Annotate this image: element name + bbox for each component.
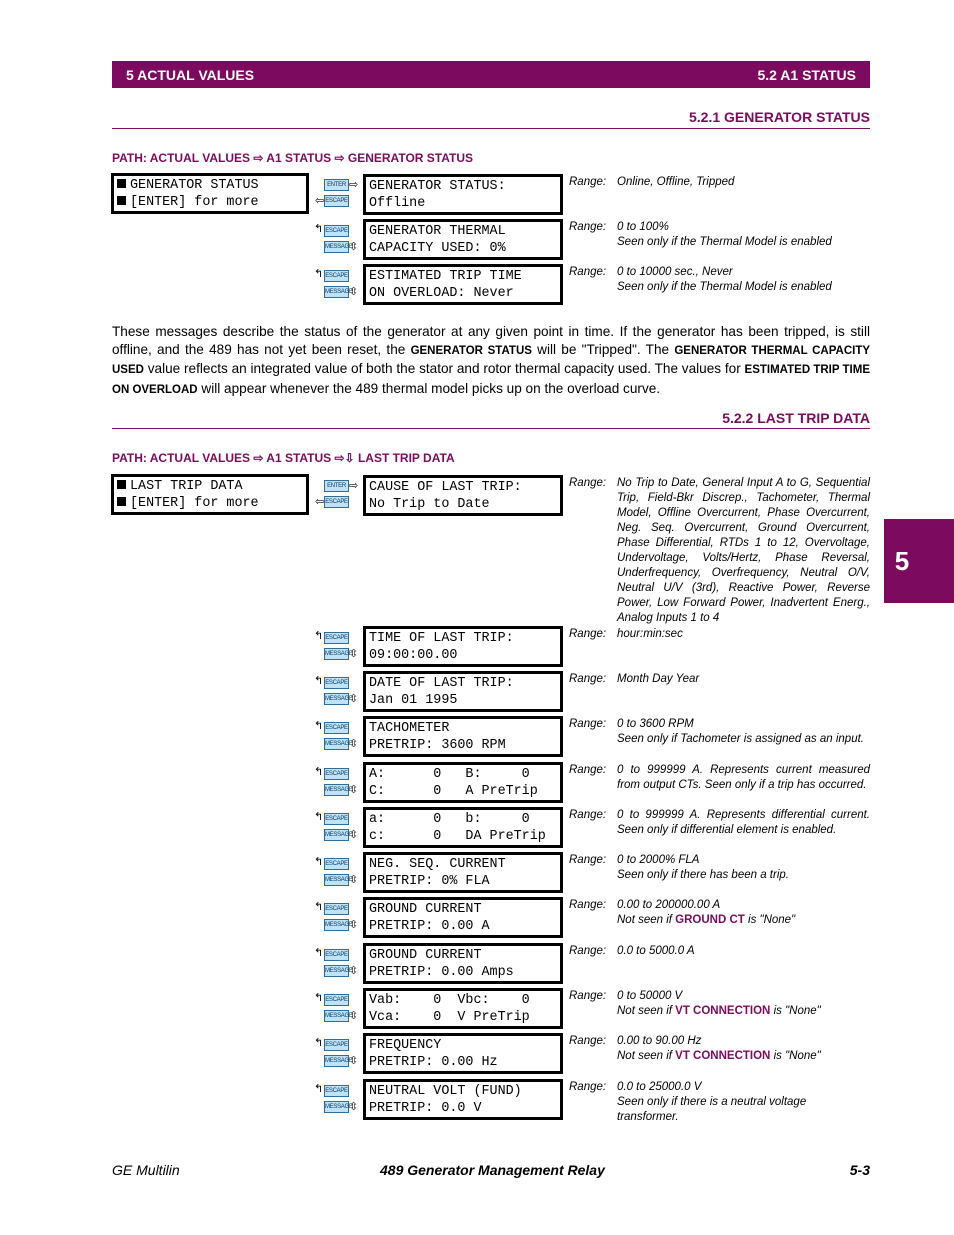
arrow-return-icon: ↰ <box>314 675 324 687</box>
range-label: Range: <box>569 221 607 233</box>
message-key-icon: MESSAGE <box>324 1055 349 1067</box>
range-label: Range: <box>569 809 607 821</box>
menu-path: PATH: ACTUAL VALUES ⇨ A1 STATUS ⇨⇩ LAST TRIP DATA <box>112 451 455 465</box>
range-note: Seen only if the Thermal Model is enabled <box>617 236 832 248</box>
bullet-square <box>117 497 126 506</box>
setting-reference: GROUND CT <box>675 914 745 926</box>
enter-key-icon: ENTER <box>324 480 349 492</box>
arrow-return-icon: ↰ <box>314 811 324 823</box>
escape-key-icon: ESCAPE <box>324 1085 349 1097</box>
lcd-line-2: CAPACITY USED: 0% <box>369 241 506 256</box>
lcd-display <box>363 897 563 938</box>
lcd-display <box>363 219 563 260</box>
range-label: Range: <box>569 718 607 730</box>
range-label: Range: <box>569 899 607 911</box>
range-label: Range: <box>569 477 607 489</box>
section-title-generator-status: 5.2.1 GENERATOR STATUS <box>689 109 870 125</box>
footer-page-number: 5-3 <box>849 1162 870 1178</box>
range-values: 0 to 50000 V <box>617 990 683 1002</box>
escape-key-icon: ESCAPE <box>324 994 349 1006</box>
chapter-header-bar <box>112 61 870 88</box>
arrow-up-down-icon: ⇳ <box>349 829 359 841</box>
arrow-return-icon: ↰ <box>314 630 324 642</box>
range-text <box>617 1080 870 1125</box>
range-text <box>617 265 870 295</box>
arrow-return-icon: ↰ <box>314 992 324 1004</box>
range-text <box>617 898 870 928</box>
message-key-icon: MESSAGE <box>324 648 349 660</box>
escape-key-icon: ESCAPE <box>324 949 349 961</box>
lcd-line-2: PRETRIP: 3600 RPM <box>369 738 506 753</box>
range-label: Range: <box>569 266 607 278</box>
escape-key-icon: ESCAPE <box>324 903 349 915</box>
range-text <box>617 808 870 838</box>
message-key-icon: MESSAGE <box>324 829 349 841</box>
lcd-line-1: TACHOMETER <box>369 721 450 736</box>
lcd-display <box>363 1033 563 1074</box>
message-key-icon: MESSAGE <box>324 784 349 796</box>
range-note: Seen only if the Thermal Model is enabled <box>617 281 832 293</box>
arrow-up-down-icon: ⇳ <box>349 784 359 796</box>
range-text <box>617 944 870 959</box>
range-text <box>617 1034 870 1064</box>
range-values: hour:min:sec <box>617 628 683 640</box>
lcd-display <box>363 475 563 516</box>
arrow-up-down-icon: ⇳ <box>349 693 359 705</box>
lcd-line-1: A: 0 B: 0 <box>369 767 530 782</box>
range-values: 0 to 10000 sec., Never <box>617 266 733 278</box>
arrow-up-down-icon: ⇳ <box>349 965 359 977</box>
arrow-return-icon: ↰ <box>314 1083 324 1095</box>
lcd-line-1: DATE OF LAST TRIP: <box>369 676 514 691</box>
lcd-line-1: Vab: 0 Vbc: 0 <box>369 993 530 1008</box>
arrow-up-down-icon: ⇳ <box>349 241 359 253</box>
range-label: Range: <box>569 176 607 188</box>
lcd-line-2: C: 0 A PreTrip <box>369 784 538 799</box>
lcd-line-2: PRETRIP: 0.00 A <box>369 919 490 934</box>
range-note: Not seen if VT CONNECTION is "None" <box>617 1005 821 1017</box>
range-values: 0 to 999999 A. Represents differential current. Seen only if differential element is enabled. <box>617 809 870 836</box>
range-label: Range: <box>569 1035 607 1047</box>
setting-reference: VT CONNECTION <box>675 1005 771 1017</box>
lcd-display <box>363 174 563 215</box>
escape-key-icon: ESCAPE <box>324 1039 349 1051</box>
lcd-line-2: PRETRIP: 0.0 V <box>369 1101 482 1116</box>
lcd-display <box>363 671 563 712</box>
lcd-line-2: No Trip to Date <box>369 497 490 512</box>
escape-key-icon: ESCAPE <box>324 195 349 207</box>
message-key-icon: MESSAGE <box>324 919 349 931</box>
arrow-return-icon: ↰ <box>314 268 324 280</box>
lcd-line-2: Jan 01 1995 <box>369 693 458 708</box>
lcd-line-1: GENERATOR STATUS: <box>369 179 506 194</box>
range-label: Range: <box>569 628 607 640</box>
lcd-line-1: TIME OF LAST TRIP: <box>369 631 514 646</box>
range-values: 0 to 2000% FLA <box>617 854 700 866</box>
escape-key-icon: ESCAPE <box>324 632 349 644</box>
escape-key-icon: ESCAPE <box>324 858 349 870</box>
lcd-line-1: GROUND CURRENT <box>369 902 482 917</box>
range-text <box>617 627 870 642</box>
lcd-line-1: FREQUENCY <box>369 1038 442 1053</box>
message-key-icon: MESSAGE <box>324 1010 349 1022</box>
range-values: 0.00 to 200000.00 A <box>617 899 721 911</box>
lcd-line-2: PRETRIP: 0.00 Amps <box>369 965 514 980</box>
range-label: Range: <box>569 1081 607 1093</box>
range-values: 0.0 to 5000.0 A <box>617 945 695 957</box>
escape-key-icon: ESCAPE <box>324 270 349 282</box>
range-values: Month Day Year <box>617 673 700 685</box>
message-key-icon: MESSAGE <box>324 874 349 886</box>
range-text <box>617 763 870 793</box>
range-note: Seen only if there is a neutral voltage transformer. <box>617 1096 807 1123</box>
arrow-up-down-icon: ⇳ <box>349 738 359 750</box>
arrow-return-icon: ↰ <box>314 223 324 235</box>
lcd-line-2: PRETRIP: 0.00 Hz <box>369 1055 498 1070</box>
arrow-left-icon: ⇦ <box>315 496 325 508</box>
range-values: 0.00 to 90.00 Hz <box>617 1035 702 1047</box>
message-key-icon: MESSAGE <box>324 286 349 298</box>
range-values: 0.0 to 25000.0 V <box>617 1081 702 1093</box>
range-text <box>617 853 870 883</box>
range-note: Seen only if Tachometer is assigned as an input. <box>617 733 864 745</box>
lcd-display <box>363 807 563 848</box>
arrow-return-icon: ↰ <box>314 947 324 959</box>
arrow-right-icon: ⇨ <box>349 480 359 492</box>
arrow-return-icon: ↰ <box>314 901 324 913</box>
bullet-square <box>117 179 126 188</box>
lcd-main-last-trip-data: LAST TRIP DATA [ENTER] for more <box>111 474 309 515</box>
arrow-up-down-icon: ⇳ <box>349 1055 359 1067</box>
arrow-up-down-icon: ⇳ <box>349 1010 359 1022</box>
lcd-display <box>363 716 563 757</box>
footer-product: 489 Generator Management Relay <box>380 1162 605 1178</box>
header-chapter-title: 5 ACTUAL VALUES <box>126 66 255 83</box>
escape-key-icon: ESCAPE <box>324 225 349 237</box>
range-values: 0 to 3600 RPM <box>617 718 694 730</box>
section-title-last-trip-data: 5.2.2 LAST TRIP DATA <box>722 410 870 426</box>
message-key-icon: MESSAGE <box>324 738 349 750</box>
lcd-line-2: ON OVERLOAD: Never <box>369 286 514 301</box>
arrow-up-down-icon: ⇳ <box>349 874 359 886</box>
message-key-icon: MESSAGE <box>324 693 349 705</box>
range-text <box>617 717 870 747</box>
range-label: Range: <box>569 673 607 685</box>
arrow-up-down-icon: ⇳ <box>349 648 359 660</box>
footer-company: GE Multilin <box>112 1162 180 1178</box>
lcd-display <box>363 852 563 893</box>
arrow-up-down-icon: ⇳ <box>349 286 359 298</box>
arrow-return-icon: ↰ <box>314 856 324 868</box>
menu-path: PATH: ACTUAL VALUES ⇨ A1 STATUS ⇨ GENERATOR STATUS <box>112 151 474 165</box>
lcd-line-1: a: 0 b: 0 <box>369 812 530 827</box>
range-text <box>617 220 870 250</box>
arrow-return-icon: ↰ <box>314 1037 324 1049</box>
arrow-up-down-icon: ⇳ <box>349 919 359 931</box>
message-key-icon: MESSAGE <box>324 241 349 253</box>
message-key-icon: MESSAGE <box>324 1101 349 1113</box>
range-note: Seen only if there has been a trip. <box>617 869 789 881</box>
lcd-line-1: NEG. SEQ. CURRENT <box>369 857 506 872</box>
description-paragraph: These messages describe the status of the generator at any given point in time. If the generator has been tripped, is still offline, and the 489 has not yet been reset, the GENERATOR STATUS will be "Tripped". The GENERATOR THERMAL CAPACITY USED value reflects an integrated value of both the stator and rotor thermal capacity used. The values for ESTIMATED TRIP TIME ON OVERLOAD will appear whenever the 489 thermal model picks up on the overload curve. <box>112 324 871 396</box>
range-note: Not seen if GROUND CT is "None" <box>617 914 796 926</box>
lcd-line-1: GENERATOR THERMAL <box>369 224 506 239</box>
bullet-square <box>117 480 126 489</box>
lcd-display <box>363 626 563 667</box>
lcd-line-1: ESTIMATED TRIP TIME <box>369 269 522 284</box>
range-label: Range: <box>569 990 607 1002</box>
range-text <box>617 989 870 1019</box>
lcd-line-2: c: 0 DA PreTrip <box>369 829 546 844</box>
lcd-line-2: Offline <box>369 196 426 211</box>
escape-key-icon: ESCAPE <box>324 677 349 689</box>
lcd-line-1: GROUND CURRENT <box>369 948 482 963</box>
range-text <box>617 672 870 687</box>
escape-key-icon: ESCAPE <box>324 813 349 825</box>
enter-key-icon: ENTER <box>324 179 349 191</box>
lcd-main-generator-status: GENERATOR STATUS [ENTER] for more <box>111 173 309 214</box>
arrow-left-icon: ⇦ <box>315 195 325 207</box>
bullet-square <box>117 196 126 205</box>
message-key-icon: MESSAGE <box>324 965 349 977</box>
escape-key-icon: ESCAPE <box>324 496 349 508</box>
range-text <box>617 175 870 190</box>
lcd-line-1: CAUSE OF LAST TRIP: <box>369 480 522 495</box>
lcd-display <box>363 988 563 1029</box>
lcd-display <box>363 264 563 305</box>
range-label: Range: <box>569 764 607 776</box>
arrow-return-icon: ↰ <box>314 720 324 732</box>
range-label: Range: <box>569 945 607 957</box>
range-values: Online, Offline, Tripped <box>617 176 735 188</box>
setting-reference: VT CONNECTION <box>675 1050 771 1062</box>
range-note: Not seen if VT CONNECTION is "None" <box>617 1050 821 1062</box>
section-rule <box>112 428 870 429</box>
range-text <box>617 476 870 626</box>
range-values: No Trip to Date, General Input A to G, Sequential Trip, Field-Bkr Discrep., Tachometer, Thermal Model, Offline Overcurrent, Phase Overcurrent, Neg. Seq. Overcurrent, Ground Overcurrent, Phase Differential, RTDs 1 to 12, Overvoltage, Undervoltage, Volts/Hertz, Phase Reversal, Underfrequency, Overfrequency, Neutral O/V, Neutral U/V (3rd), Reactive Power, Reverse Power, Low Forward Power, Inadvertent Energ., Analog Inputs 1 to 4 <box>617 477 870 624</box>
lcd-display <box>363 943 563 984</box>
lcd-line-2: PRETRIP: 0% FLA <box>369 874 490 889</box>
range-label: Range: <box>569 854 607 866</box>
lcd-display <box>363 762 563 803</box>
header-section-title: 5.2 A1 STATUS <box>757 66 856 83</box>
lcd-display <box>363 1079 563 1120</box>
range-values: 0 to 100% <box>617 221 669 233</box>
arrow-up-down-icon: ⇳ <box>349 1101 359 1113</box>
arrow-right-icon: ⇨ <box>349 179 359 191</box>
lcd-line-1: NEUTRAL VOLT (FUND) <box>369 1084 522 1099</box>
chapter-tab: 5 <box>884 519 954 603</box>
escape-key-icon: ESCAPE <box>324 722 349 734</box>
escape-key-icon: ESCAPE <box>324 768 349 780</box>
section-rule <box>112 128 870 129</box>
lcd-line-2: Vca: 0 V PreTrip <box>369 1010 530 1025</box>
lcd-line-2: 09:00:00.00 <box>369 648 458 663</box>
range-values: 0 to 999999 A. Represents current measured from output CTs. Seen only if a trip has occurred. <box>617 764 870 791</box>
arrow-return-icon: ↰ <box>314 766 324 778</box>
